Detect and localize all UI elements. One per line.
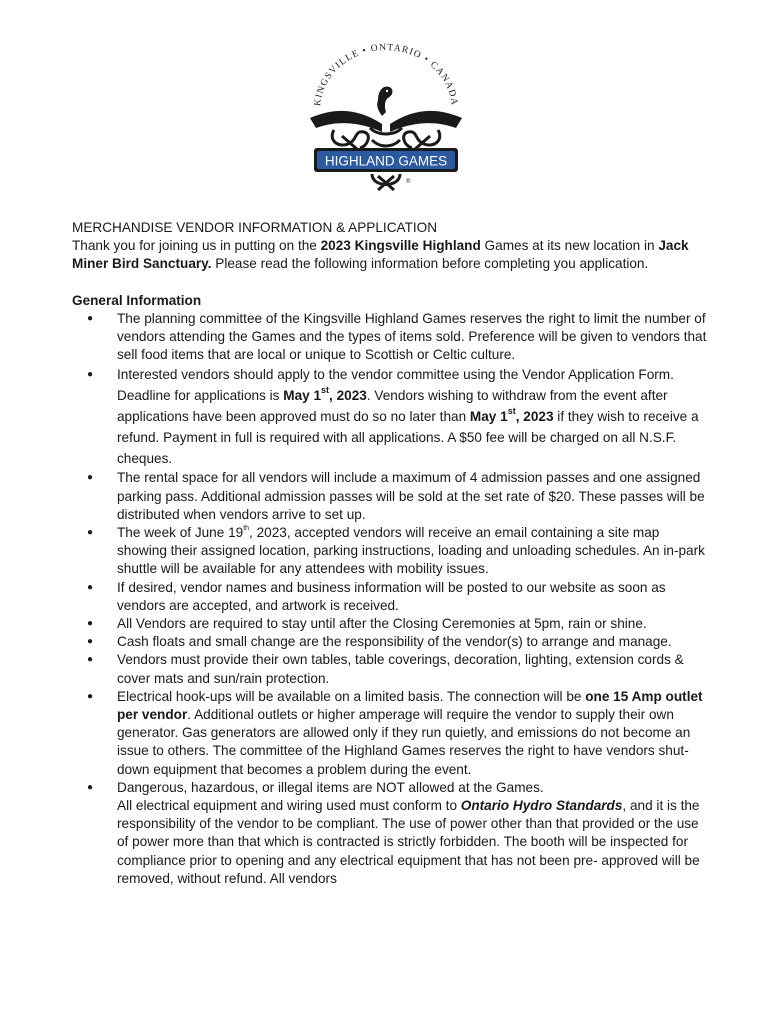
item-text: Cash floats and small change are the responsibility of the vendor(s) to arrange and manage. — [117, 634, 672, 650]
item-text: Dangerous, hazardous, or illegal items are NOT allowed at the Games. — [117, 779, 544, 795]
list-item — [72, 364, 712, 469]
intro-text-3: Please read the following information before completing you application. — [211, 256, 649, 272]
item-text: . Vendors wishing to withdraw from the event after applications have been approved must do so no later than — [117, 388, 668, 425]
document-body — [72, 219, 712, 888]
document-heading: MERCHANDISE VENDOR INFORMATION & APPLICATION — [72, 220, 438, 235]
item-text: Interested vendors should apply to the vendor committee using the Vendor Application Form. Deadline for applications is — [117, 367, 674, 404]
outlet-spec: one 15 Amp outlet per vendor — [117, 688, 703, 723]
item-text: The planning committee of the Kingsville Highland Games reserves the right to limit the number of vendors attending the Games and the types of items sold. Preference will be given to vendors that sell food items that are local or unique to Scottish or Celtic culture. — [117, 310, 707, 363]
list-item — [72, 779, 712, 888]
list-item — [72, 688, 712, 779]
deadline-date: May 1st, 2023 — [283, 385, 367, 404]
list-item — [72, 310, 712, 365]
intro-text-1: Thank you for joining us in putting on the — [72, 238, 321, 254]
item-text: if they wish to receive a refund. Payment in full is required with all applications. A $50 fee will be charged on all N.S.F. cheques. — [117, 409, 699, 467]
item-text: The week of June 19 — [117, 525, 244, 541]
date-suffix: th — [243, 525, 250, 533]
banner-text: HIGHLAND GAMES — [324, 153, 448, 169]
item-text: All Vendors are required to stay until after the Closing Ceremonies at 5pm, rain or shine. — [117, 616, 647, 632]
item-text: The rental space for all vendors will include a maximum of 4 admission passes and one assigned parking pass. Additional admission passes will be sold at the set rate of $20. These passes will be distributed when vendors arrive to set up. — [117, 470, 705, 522]
item-text: Electrical hook-ups will be available on a limited basis. The connection will be — [117, 688, 586, 704]
intro-event-name: 2023 Kingsville Highland — [320, 238, 481, 254]
item-text: All electrical equipment and wiring used must conform to — [117, 798, 461, 814]
intro-paragraph — [72, 237, 712, 273]
item-text: Vendors must provide their own tables, table coverings, decoration, lighting, extension cords & cover mats and sun/rain protection. — [117, 652, 684, 686]
logo-arc-text: KINGSVILLE • ONTARIO • CANADA — [313, 42, 459, 107]
intro-location: Jack Miner Bird Sanctuary. — [72, 238, 689, 272]
list-item — [72, 615, 712, 633]
section-title: General Information — [72, 292, 202, 308]
list-item — [72, 524, 712, 579]
list-item — [72, 633, 712, 651]
goose-head-shape — [377, 87, 392, 117]
highland-games-logo — [298, 40, 474, 200]
item-text: . Additional outlets or higher amperage will require the vendor to supply their own generator. Gas generators are allowed only if they run quietly, and emissions do not become an issue to others. The committee of the Highland Games reserves the right to have vendors shut-down equipment that becomes a problem during the event. — [117, 707, 691, 777]
list-item — [72, 651, 712, 687]
logo-graphic — [298, 40, 474, 200]
list-item — [72, 469, 712, 524]
goose-eye — [386, 90, 388, 92]
item-text: If desired, vendor names and business information will be posted to our website as soon as vendors are accepted, and artwork is received. — [117, 579, 666, 613]
withdraw-date: May 1st, 2023 — [469, 406, 554, 425]
standards-name: Ontario Hydro Standards — [460, 798, 623, 814]
item-text: , 2023, accepted vendors will receive an email containing a site map showing their assigned location, parking instructions, loading and unloading schedules. An in-park shuttle will be available for any attendees with mobility issues. — [117, 525, 705, 577]
item-text: , and it is the responsibility of the vendor to be compliant. The use of power other than that provided or the use of power more than that which is contracted is strictly forbidden. The booth will be inspected for compliance prior to opening and any electrical equipment that has not been pre- approved will be removed, without refund. All vendors — [117, 798, 700, 886]
bottom-knot — [372, 174, 400, 190]
registered-mark: ® — [406, 179, 411, 185]
celtic-knot — [332, 128, 440, 150]
intro-text-2: Games at its new location in — [480, 238, 659, 254]
info-list — [72, 310, 712, 888]
list-item — [72, 579, 712, 615]
